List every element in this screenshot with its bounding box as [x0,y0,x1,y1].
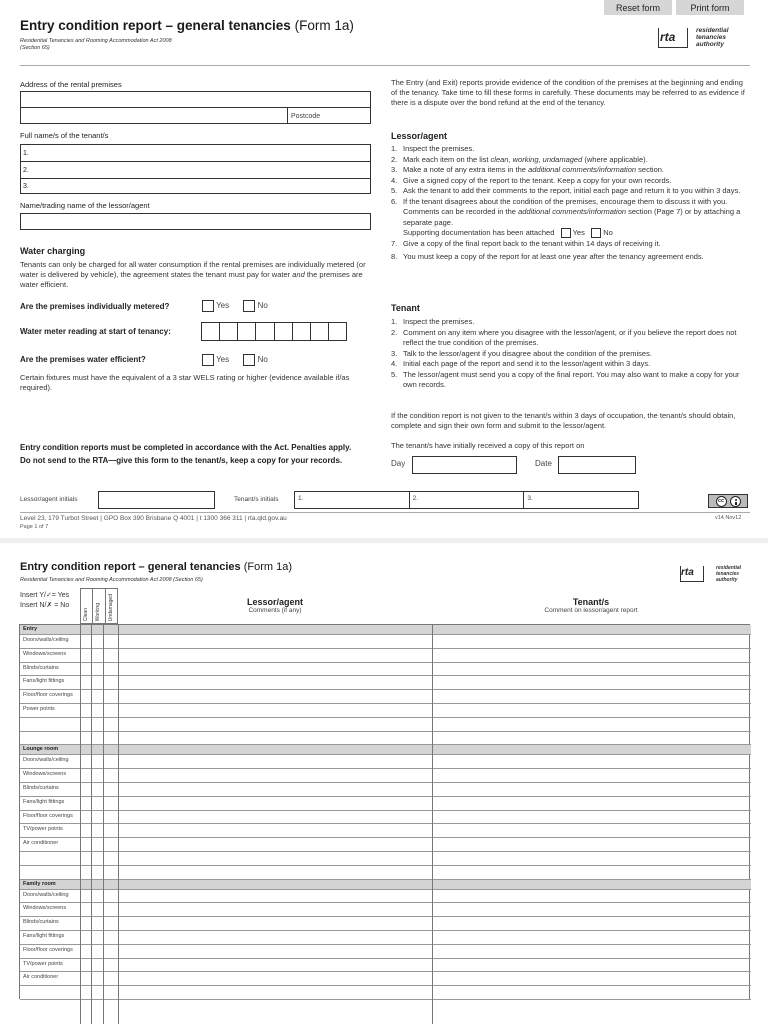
address-label: Address of the rental premises [20,80,122,89]
creative-commons-badge [708,494,748,508]
act-name: Residential Tenancies and Rooming Accommodation Act 2008 [20,38,172,44]
row-label: Floor/floor coverings [23,692,73,699]
tenant-1-number: 1. [23,150,29,157]
table-row[interactable] [20,945,751,959]
table-row[interactable] [20,704,751,718]
list-item: 4. Give a signed copy of the report to the tenant. Keep a copy for your own records. [391,175,672,185]
page-number: Page 1 of 7 [20,524,49,530]
row-label: Fans/light fittings [23,933,65,939]
metered-no-checkbox[interactable] [243,300,255,312]
tenants-label: Full name/s of the tenant/s [20,131,109,140]
table-column-divider [80,625,81,1024]
lessor-column-header [118,597,432,614]
footer-divider [20,512,750,513]
table-row[interactable] [20,783,751,797]
insert-legend [20,591,69,611]
tenant-column-header [432,597,750,614]
row-label: Blinds/curtains [23,664,59,671]
logo-small-line-3: authority [716,577,738,583]
not-given-text: If the condition report is not given to the tenant/s within 3 days of occupation, the tenant/s should obtain, complete and sign their own form and submit to the lessor/agent. [391,411,736,430]
row-label: Blinds/curtains [23,785,59,791]
intro-text: The Entry (and Exit) reports provide evidence of the condition of the premises at the beginning and ending of the tenancy. Take time to fill these forms in carefully. These documents may be referred to as evidence if there is a dispute over the bond refund at the end of the tenancy. [391,78,745,107]
act-section: (Section 65) [20,45,50,51]
table-row[interactable] [20,718,751,732]
table-row[interactable] [20,797,751,811]
table-row[interactable] [20,811,751,825]
checkbox-column-headers [80,588,118,624]
logo-mark-small: rta [681,567,694,578]
form-number: (Form 1a) [294,18,354,33]
table-row[interactable] [20,931,751,945]
list-item: 1. Inspect the premises. [391,144,475,153]
row-label: Family room [23,880,56,887]
metered-yes-label: Yes [216,301,230,311]
tenant-initial-2[interactable]: 2. [410,492,525,508]
insert-no: Insert N/✗ = No [20,602,70,609]
act-notice-line-1: Entry condition reports must be completed in accordance with the Act. Penalties apply. [20,443,352,452]
postcode-label: Postcode [291,113,321,120]
page-2-form-number: (Form 1a) [243,561,293,573]
attribution-icon [730,496,741,507]
efficient-yes-label: Yes [216,355,230,365]
act-notice [20,441,390,467]
page-title [20,18,354,33]
row-label: Entry [23,626,38,632]
page-2-title-text: Entry condition report – general tenancies [20,561,241,573]
reset-form-button[interactable]: Reset form [604,0,672,15]
lessor-name-label: Name/trading name of the lessor/agent [20,201,150,210]
efficient-no-checkbox[interactable] [243,354,255,366]
version: v14 Nov12 [715,515,742,521]
meter-reading-field[interactable] [201,322,347,341]
table-section-header [20,745,751,755]
table-row[interactable] [20,663,751,677]
footer-address: Level 23, 179 Turbot Street | GPO Box 390 Brisbane Q 4001 | t 1300 366 311 | rta.qld.gov.au [20,515,287,522]
table-row[interactable] [20,838,751,852]
lessor-column-title: Lessor/agent [246,597,304,607]
tenant-initials-label: Tenant/s initials [234,496,279,503]
table-column-divider [103,625,104,1024]
row-label: Power points [23,706,55,712]
table-row[interactable] [20,676,751,690]
row-label: Fans/light fittings [23,798,65,805]
list-item: 1. Inspect the premises. [391,317,475,326]
wels-text: Certain fixtures must have the equivalent of a 3 star WELS rating or higher (evidence available if/as required). [20,373,350,392]
table-row[interactable] [20,986,751,1000]
table-row[interactable] [20,732,751,746]
tenant-heading: Tenant [391,303,420,313]
tenant-column-sub: Comment on lessor/agent report [544,607,638,614]
list-item: 8. You must keep a copy of the report for at least one year after the tenancy agreement ends. [391,252,704,261]
list-item: 2. Comment on any item where you disagree with the lessor/agent, or if you believe the report does not reflect the true condition of the premises. [391,327,737,347]
address-line [20,107,371,108]
logo-line-3: authority [696,41,724,48]
table-row[interactable] [20,866,751,880]
tenants-line-1 [20,161,371,162]
lessor-instructions [391,144,749,263]
row-label: Windows/screens [23,905,67,912]
tenant-3-number: 3. [23,183,29,190]
row-label: Windows/screens [23,650,67,657]
page-break [0,538,768,543]
logo-mark: rta [660,30,676,44]
date-label: Date [535,459,552,468]
tenant-initials-field[interactable] [294,491,639,509]
list-item: 3. Make a note of any extra items in the additional comments/information section. [391,165,664,174]
row-label: Doors/walls/ceiling [23,891,69,898]
table-row[interactable] [20,903,751,917]
row-label: Floor/floor coverings [23,946,73,953]
tenant-instructions [391,317,749,391]
list-item: 2. Mark each item on the list clean, working, undamaged (where applicable). [391,154,648,164]
row-label: Floor/floor coverings [23,812,73,819]
table-row[interactable] [20,690,751,704]
table-row[interactable] [20,959,751,973]
print-form-button[interactable]: Print form [676,0,744,15]
column-working: Working [95,602,102,621]
meter-reading-label: Water meter reading at start of tenancy: [20,327,171,336]
row-label: Doors/walls/ceiling [23,637,69,643]
efficient-no-label: No [257,355,268,365]
row-label: TV/power points [23,960,63,967]
lessor-initials-label: Lessor/agent initials [20,496,78,503]
list-item: 5. The lessor/agent must send you a copy of the final report. You may also want to make a copy for your own records. [391,369,740,389]
metered-options [202,300,268,312]
tenant-column-title: Tenant/s [572,597,610,607]
table-column-divider [118,625,119,1024]
logo-line-1: residential [696,27,729,34]
efficient-question: Are the premises water efficient? [20,355,146,364]
table-section-header [20,880,751,890]
rta-logo-small [680,563,750,589]
row-label: Blinds/curtains [23,919,59,926]
list-item: 5. Ask the tenant to add their comments to the report, initial each page and return it to you within 3 days. [391,186,741,195]
table-row[interactable] [20,917,751,931]
page-2-title [20,561,292,573]
table-section-header [20,625,751,635]
supporting-yes-checkbox[interactable] [561,228,571,238]
title-text: Entry condition report – general tenancies [20,18,291,33]
supporting-no-checkbox[interactable] [591,228,601,238]
list-item: 4. Initial each page of the report and send it to the lessor/agent within 3 days. [391,359,651,368]
logo-line-2: tenancies [696,34,726,41]
metered-question: Are the premises individually metered? [20,302,170,311]
tenant-initial-1[interactable]: 1. [295,492,410,508]
row-label: Windows/screens [23,771,67,778]
condition-table [19,624,750,999]
date-field[interactable] [558,456,636,474]
efficient-yes-checkbox[interactable] [202,354,214,366]
lessor-heading: Lessor/agent [391,131,448,141]
row-label: Doors/walls/ceiling [23,757,69,764]
table-row[interactable] [20,890,751,904]
page-2-act: Residential Tenancies and Rooming Accommodation Act 2008 (Section 65) [20,577,203,583]
row-label: Lounge room [23,746,59,753]
day-label: Day [391,459,406,468]
postcode-divider [287,107,288,124]
table-column-divider [432,625,433,1024]
received-text: The tenant/s have initially received a copy of this report on [391,441,585,450]
table-row[interactable] [20,852,751,866]
tenants-field[interactable] [20,144,371,194]
row-label: Air conditioner [23,974,59,981]
tenant-initial-3[interactable]: 3. [527,495,533,502]
header-divider [20,65,750,66]
list-item: 7. Give a copy of the final report back to the tenant within 14 days of receiving it. [391,238,661,248]
table-row[interactable] [20,649,751,663]
table-row[interactable] [20,824,751,838]
insert-yes: Insert Y/✓= Yes [20,592,70,599]
table-row[interactable] [20,972,751,986]
column-undamaged: Undamaged [107,593,114,621]
row-label: Fans/light fittings [23,678,65,685]
table-row[interactable] [20,769,751,783]
logo-small-line-2: tenancies [716,571,740,577]
cc-icon: cc [716,496,727,507]
list-item: 6. If the tenant disagrees about the condition of the premises, encourage them to discuss it with you. Comments can be recorded in the additional comments/information section (Page 7) or by attaching a separate page. Supporting documentation has been attached Yes No [391,196,741,237]
efficient-options [202,354,268,366]
water-heading: Water charging [20,246,86,256]
tenants-line-2 [20,178,371,179]
lessor-initials-field[interactable] [98,491,215,509]
act-notice-line-2: Do not send to the RTA—give this form to the tenant/s, keep a copy for your records. [20,456,343,465]
table-column-divider [91,625,92,1024]
column-clean: Clean [83,607,89,621]
water-text: Tenants can only be charged for all water consumption if the rental premises are individually metered (or water is delivered by vehicle), the agreement states the tenant must pay for water and the premises are water efficient. [20,260,366,289]
list-item: 3. Talk to the lessor/agent if you disagree about the condition of the premises. [391,348,652,358]
rta-logo [658,24,750,54]
lessor-name-field[interactable] [20,213,371,230]
logo-small-line-1: residential [716,565,742,571]
tenant-2-number: 2. [23,167,29,174]
metered-yes-checkbox[interactable] [202,300,214,312]
row-label: Air conditioner [23,840,59,847]
table-row[interactable] [20,755,751,769]
row-label: TV/power points [23,826,63,833]
day-field[interactable] [412,456,517,474]
metered-no-label: No [257,301,268,311]
supporting-docs-label: Supporting documentation has been attached [403,228,555,237]
lessor-column-sub: Comments (if any) [248,607,302,614]
table-row[interactable] [20,635,751,649]
